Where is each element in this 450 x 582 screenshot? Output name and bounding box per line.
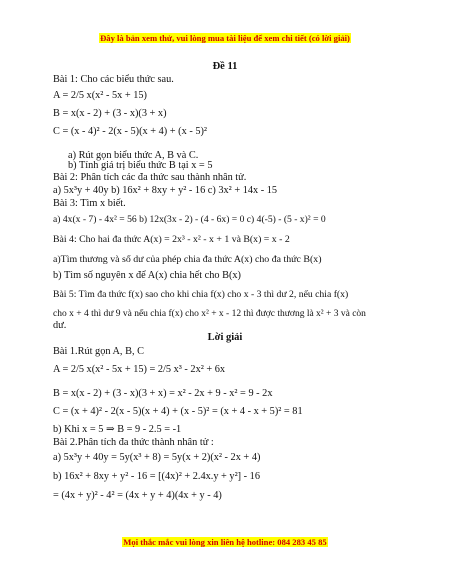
text-line: A = 2/5 x(x² - 5x + 15) [53, 90, 147, 101]
solution-line: = (4x + y)² - 4² = (4x + y + 4)(4x + y - 4) [53, 490, 222, 501]
text-line: dư. [53, 320, 67, 331]
text-line: a) 4x(x - 7) - 4x² = 56 b) 12x(3x - 2) - (4 - 6x) = 0 c) 4(-5) - (5 - x)² = 0 [53, 214, 326, 225]
text-line: a) 5x³y + 40y b) 16x² + 8xy + y² - 16 c) 3x² + 14x - 15 [53, 185, 278, 196]
solution-line: b) Khi x = 5 ⇒ B = 9 - 2.5 = -1 [53, 424, 182, 435]
text-line: Bài 2: Phân tích các đa thức sau thành nhân tử. [53, 172, 247, 183]
solution-line: a) 5x³y + 40y = 5y(x³ + 8) = 5y(x + 2)(x² - 2x + 4) [53, 452, 261, 463]
text-line: B = x(x - 2) + (3 - x)(3 + x) [53, 108, 167, 119]
text-line: b) Tính giá trị biểu thức B tại x = 5 [68, 160, 213, 171]
solution-line: C = (x + 4)² - 2(x - 5)(x + 4) + (x - 5)² = (x + 4 - x + 5)² = 81 [53, 406, 303, 417]
text-line: Bài 1: Cho các biểu thức sau. [53, 74, 174, 85]
solution-line: B = x(x - 2) + (3 - x)(3 + x) = x² - 2x + 9 - x² = 9 - 2x [53, 388, 273, 399]
top-banner-text: Đây là bản xem thử, vui lòng mua tài liệu để xem chi tiết (có lời giải) [100, 33, 350, 43]
top-banner [0, 33, 450, 43]
solution-title: Lời giải [207, 332, 243, 343]
solution-line: Bài 2.Phân tích đa thức thành nhân tử : [53, 437, 214, 448]
text-line: b) Tìm số nguyên x để A(x) chia hết cho B(x) [53, 270, 241, 281]
text-line: a)Tìm thương và số dư của phép chia đa thức A(x) cho đa thức B(x) [53, 254, 322, 265]
solution-line: Bài 1.Rút gọn A, B, C [53, 346, 144, 357]
bottom-banner [0, 537, 450, 547]
text-line: Bài 3: Tìm x biết. [53, 198, 126, 209]
exam-title: Đề 11 [212, 61, 238, 72]
solution-line: b) 16x² + 8xy + y² - 16 = [(4x)² + 2.4x.y + y²] - 16 [53, 471, 260, 482]
text-line: cho x + 4 thì dư 9 và nếu chia f(x) cho x² + x - 12 thì được thương là x² + 3 và còn [53, 309, 366, 319]
solution-line: A = 2/5 x(x² - 5x + 15) = 2/5 x³ - 2x² + 6x [53, 364, 226, 375]
text-line: a) Rút gọn biểu thức A, B và C. [68, 150, 199, 161]
text-line: Bài 5: Tìm đa thức f(x) sao cho khi chia f(x) cho x - 3 thì dư 2, nếu chia f(x) [53, 289, 349, 300]
text-line: Bài 4: Cho hai đa thức A(x) = 2x³ - x² - x + 1 và B(x) = x - 2 [53, 234, 290, 245]
bottom-banner-text: Mọi thắc mắc vui lòng xin liên hệ hotline: 084 283 45 85 [123, 537, 327, 547]
text-line: C = (x - 4)² - 2(x - 5)(x + 4) + (x - 5)² [53, 126, 207, 137]
